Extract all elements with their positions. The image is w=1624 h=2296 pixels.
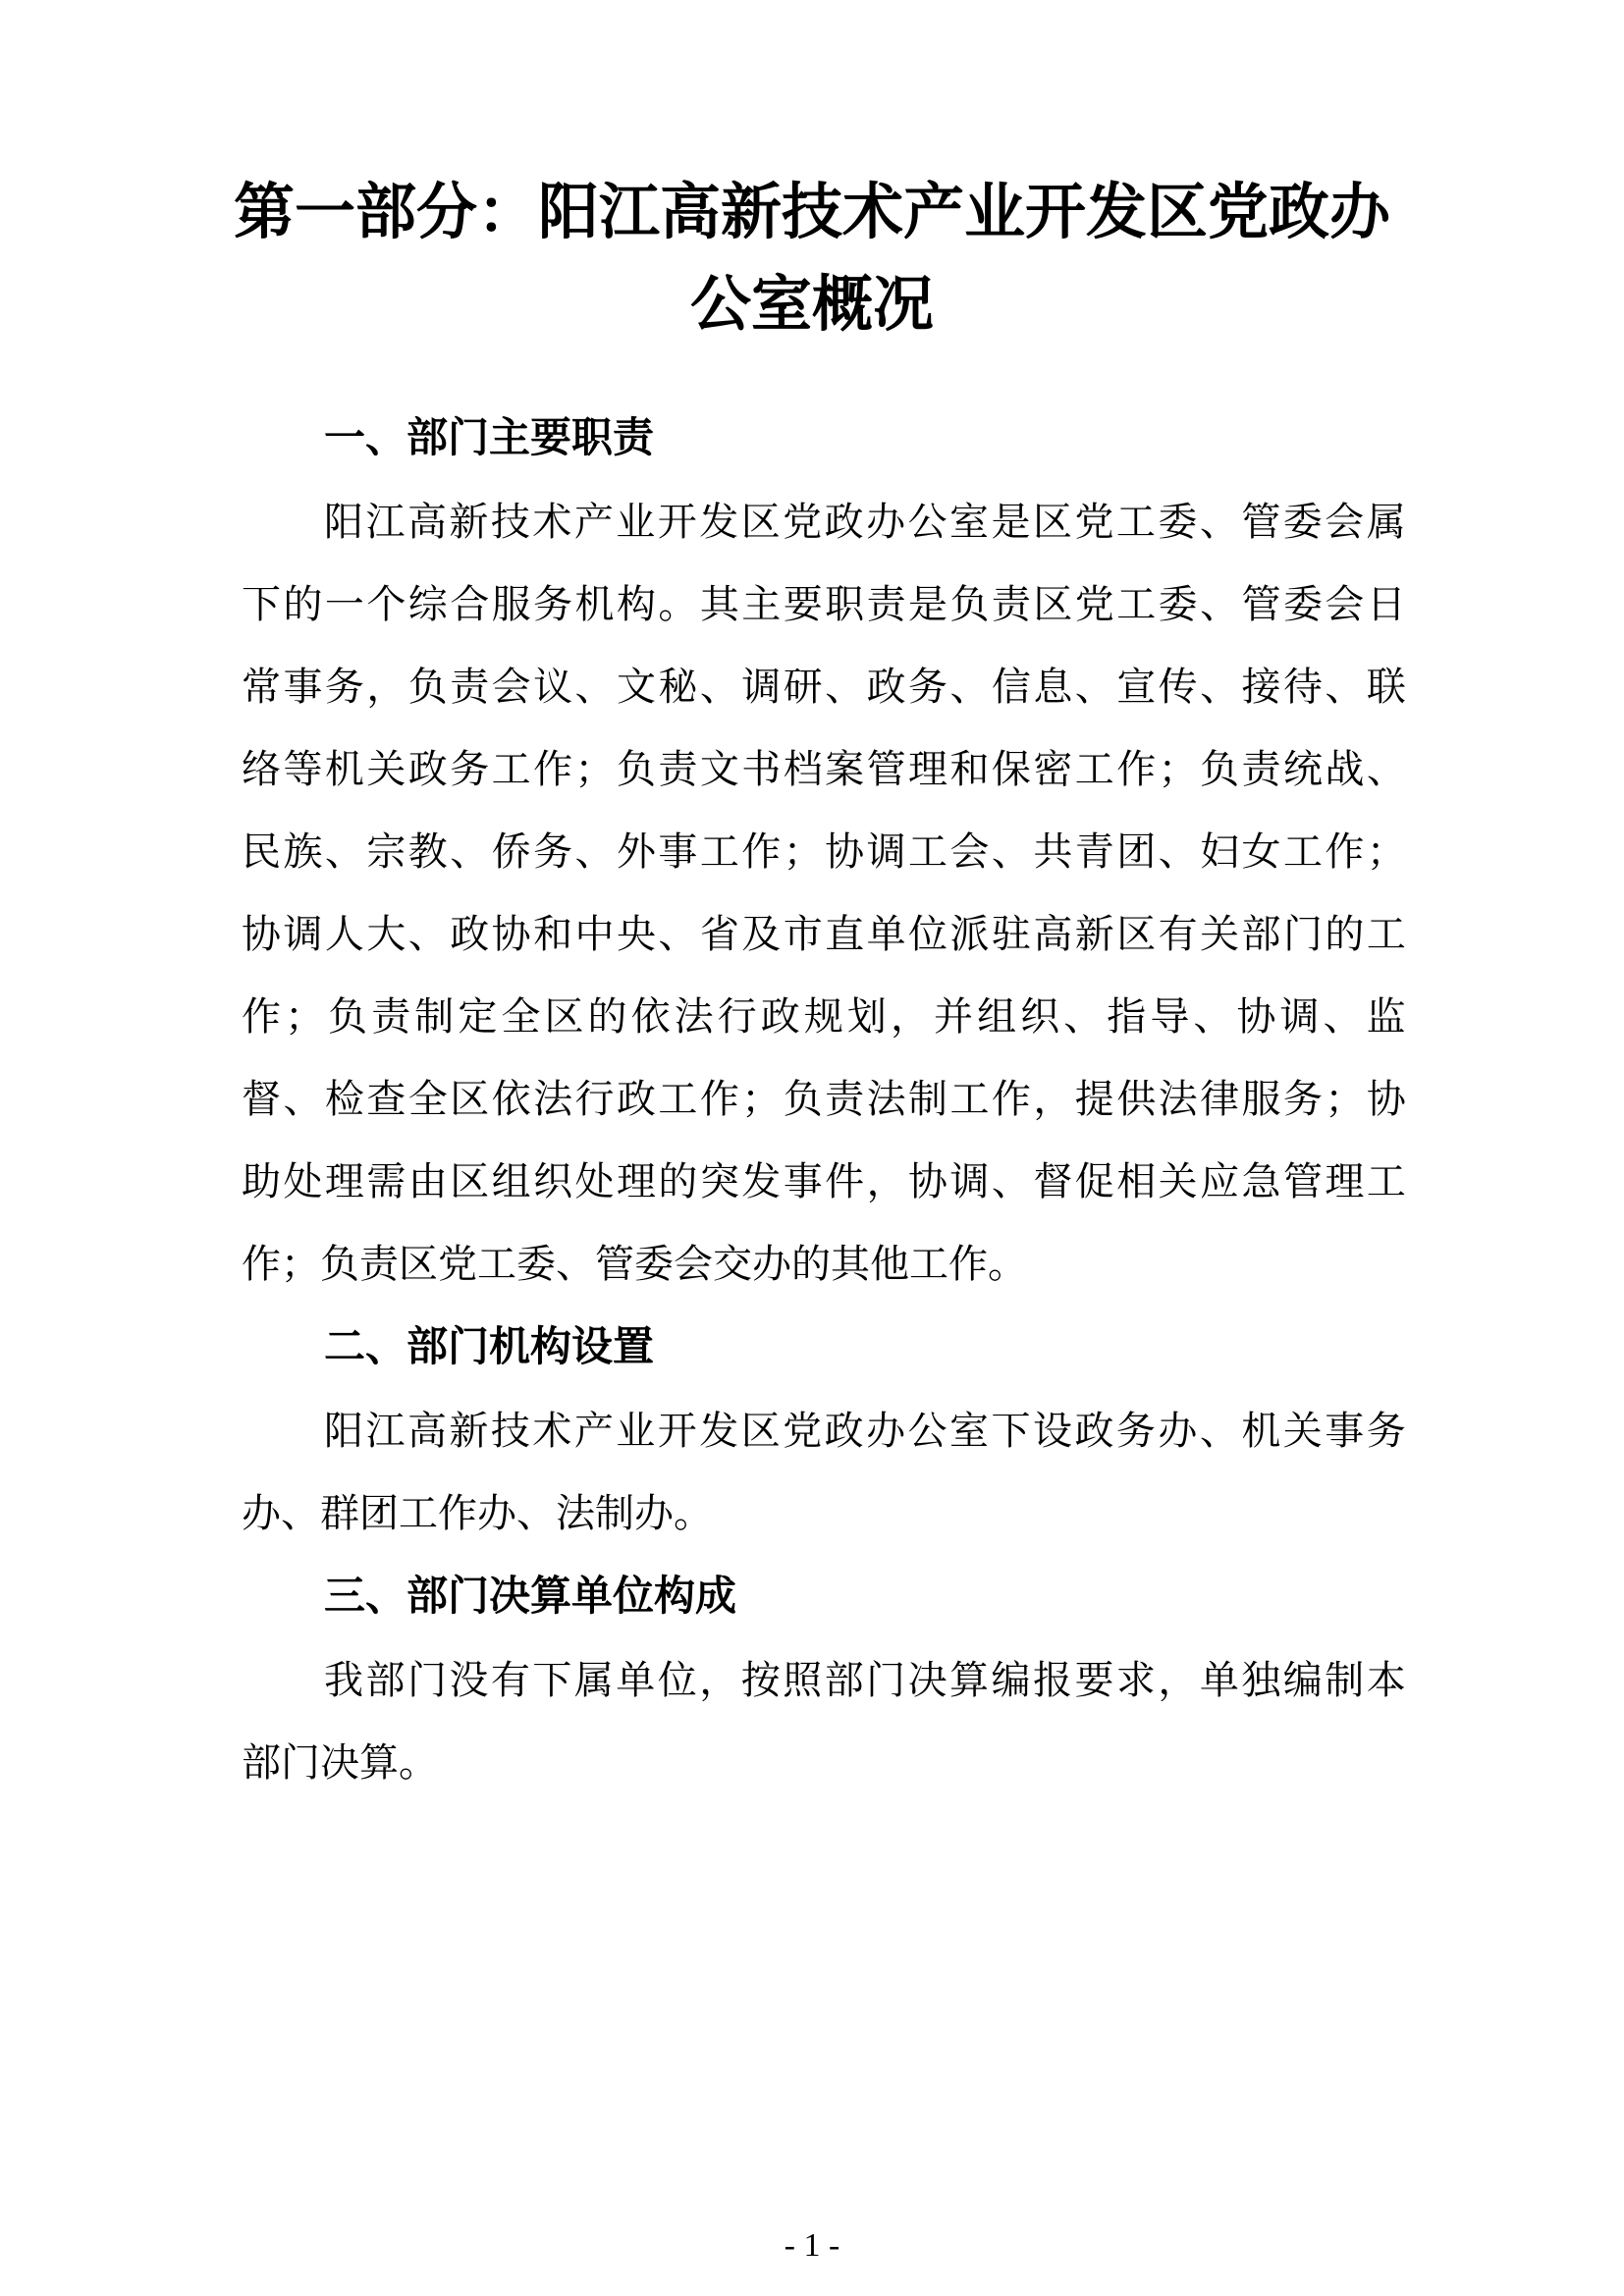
paragraph-line: 阳 江 高 新 技 术 产 业 开 发 区 党 政 办 公 室 下 设 政 务 办 、 机 关 事 务 [324,1409,1406,1454]
section-heading-responsibilities: 一、部门主要职责 [324,413,655,461]
paragraph-line: 协 调 人 大 、 政 协 和 中 央 、 省 及 市 直 单 位 派 驻 高 新 区 有 关 部 门 的 工 [242,912,1406,957]
page-title-line-2: 公室概况 [689,268,934,340]
paragraph-line: 我 部 门 没 有 下 属 单 位 ， 按 照 部 门 决 算 编 报 要 求 ， 单 独 编 制 本 [324,1658,1406,1703]
paragraph-line: 下 的 一 个 综 合 服 务 机 构 。 其 主 要 职 责 是 负 责 区 党 工 委 、 管 委 会 日 [242,582,1406,627]
paragraph-line: 办、群团工作办、法制办。 [242,1491,713,1536]
paragraph-line: 阳 江 高 新 技 术 产 业 开 发 区 党 政 办 公 室 是 区 党 工 委 、 管 委 会 属 [324,500,1406,545]
section-heading-structure: 二、部门机构设置 [324,1322,655,1370]
paragraph-line: 督 、 检 查 全 区 依 法 行 政 工 作 ； 负 责 法 制 工 作 ， 提 供 法 律 服 务 ； 协 [242,1077,1406,1122]
page-title-line-1: 第一部分：阳江高新技术产业开发区党政办 [233,176,1390,247]
paragraph-line: 络 等 机 关 政 务 工 作 ； 负 责 文 书 档 案 管 理 和 保 密 工 作 ； 负 责 统 战 、 [242,747,1406,792]
paragraph-line: 助 处 理 需 由 区 组 织 处 理 的 突 发 事 件 ， 协 调 、 督 促 相 关 应 急 管 理 工 [242,1159,1406,1204]
paragraph-line: 民 族 、 宗 教 、 侨 务 、 外 事 工 作 ； 协 调 工 会 、 共 青 团 、 妇 女 工 作 ； [242,829,1406,875]
paragraph-line: 作 ； 负 责 制 定 全 区 的 依 法 行 政 规 划 ， 并 组 织 、 指 导 、 协 调 、 监 [242,994,1406,1040]
paragraph-line: 常 事 务 ， 负 责 会 议 、 文 秘 、 调 研 、 政 务 、 信 息 、 宣 传 、 接 待 、 联 [242,665,1406,710]
section-heading-units: 三、部门决算单位构成 [324,1572,737,1620]
paragraph-line: 部门决算。 [242,1740,438,1786]
page-number: - 1 - [784,2227,840,2264]
paragraph-line: 作；负责区党工委、管委会交办的其他工作。 [242,1242,1027,1287]
